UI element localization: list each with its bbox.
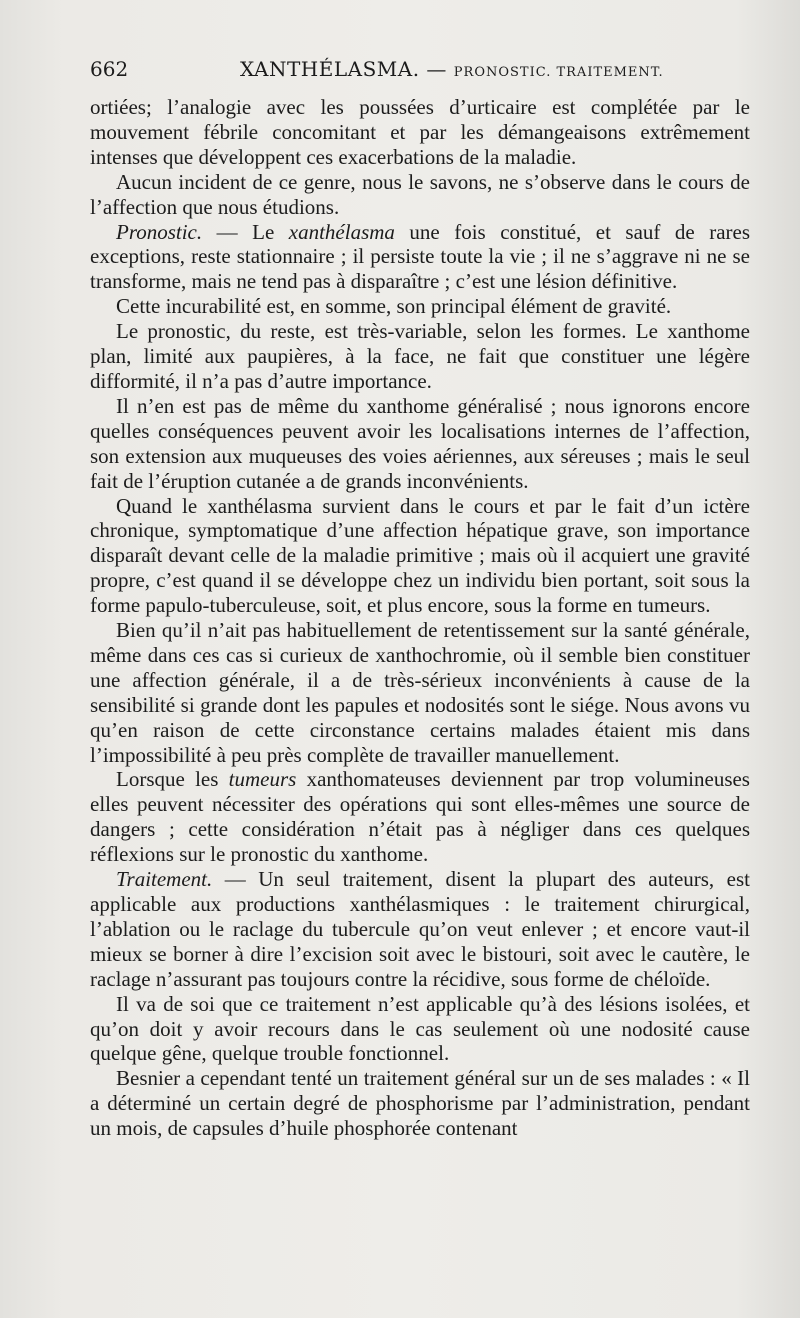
paragraph: Aucun incident de ce genre, nous le savons, ne s’observe dans le cours de l’affection que nous étudions. — [90, 169, 750, 219]
header-title: XANTHÉLASMA. — [240, 57, 420, 81]
running-header — [90, 57, 750, 87]
paragraph: Le pronostic, du reste, est très-variable, selon les formes. Le xanthome plan, limité aux paupières, à la face, ne fait que constituer une légère difformité, il n’a pas d’autre importance. — [90, 319, 750, 393]
page-number: 662 — [90, 57, 129, 81]
paragraph: Cette incurabilité est, en somme, son principal élément de gravité. — [116, 294, 672, 319]
paragraph-pronostic — [90, 220, 750, 295]
paragraph: ortiées; l’analogie avec les poussées d’urticaire est complétée par le mouvement fébrile concomitant et par les démangeaisons extrêmement intenses que développent ces exacerbations de la maladie. — [90, 95, 750, 169]
lead-dash: — Le — [202, 219, 289, 244]
header-dash: — — [426, 57, 447, 81]
paragraph: Besnier a cependant tenté un traitement général sur un de ses malades : « Il a déterminé un certain degré de phosphorisme par l’administration, pendant un mois, de capsules d’huile phosphorée contenant — [90, 1066, 750, 1141]
paragraph-lead: Lorsque les — [116, 767, 229, 792]
paragraph: Quand le xanthélasma survient dans le cours et par le fait d’un ictère chronique, symptomatique d’une affection hépatique grave, son importance disparaît devant celle de la maladie primitive ; mais où il acquiert une gravité propre, c’est quand il se développe chez un individu bien portant, soit sous la forme papulo-tuberculeuse, soit, et plus encore, sous la forme en tumeurs. — [90, 493, 750, 618]
running-title — [240, 57, 664, 81]
italic-term: xanthélasma — [288, 219, 395, 244]
paragraph-text: une fois constitué, et sauf de rares exceptions, reste stationnaire ; il persiste toute la vie ; il ne s’aggrave ni ne se transforme, mais ne tend pas à disparaître ; c’est une lésion définitive. — [90, 219, 750, 294]
paragraph: Bien qu’il n’ait pas habituellement de retentissement sur la santé générale, même dans ces cas si curieux de xanthochromie, où il semble bien constituer une affection générale, il a de très-sérieux inconvénients à cause de la sensibilité si grande dont les papules et nodosités sont le siége. Nous avons vu qu’en raison de cette circonstance certains malades étaient mis dans l’impossibilité à peu près complète de travailler manuellement. — [90, 618, 750, 767]
paragraph: Il n’en est pas de même du xanthome généralisé ; nous ignorons encore quelles conséquences peuvent avoir les localisations internes de l’affection, son extension aux muqueuses des voies aériennes, aux séreuses ; mais le seul fait de l’éruption cutanée a de grands inconvénients. — [90, 393, 750, 493]
body-text — [90, 95, 750, 1141]
paragraph-text: xanthomateuses deviennent par trop volumineuses elles peuvent nécessiter des opérations qui sont elles-mêmes une source de dangers ; cette considération n’était pas à négliger dans ces quelques réflexions sur le pronostic du xanthome. — [90, 767, 750, 867]
section-heading-traitement: Traitement. — [116, 867, 213, 892]
header-section: PRONOSTIC. TRAITEMENT. — [453, 65, 664, 80]
italic-term: tumeurs — [228, 767, 297, 792]
section-heading-pronostic: Pronostic. — [116, 219, 203, 244]
paragraph-traitement — [90, 867, 750, 992]
paragraph-tumeurs — [90, 767, 750, 867]
paragraph: Il va de soi que ce traitement n’est applicable qu’à des lésions isolées, et qu’on doit y avoir recours dans le cas seulement où une nodosité cause quelque gêne, quelque trouble fonctionnel. — [90, 991, 750, 1066]
paragraph-text: — Un seul traitement, disent la plupart des auteurs, est applicable aux productions xanthélasmiques : le traitement chirurgical, l’ablation ou le raclage du tubercule qu’on veut enlever ; et encore vaut-il mieux se borner à dire l’excision soit avec le bistouri, soit avec le cautère, le raclage n’assurant pas toujours contre la récidive, sous forme de chéloïde. — [90, 867, 750, 991]
